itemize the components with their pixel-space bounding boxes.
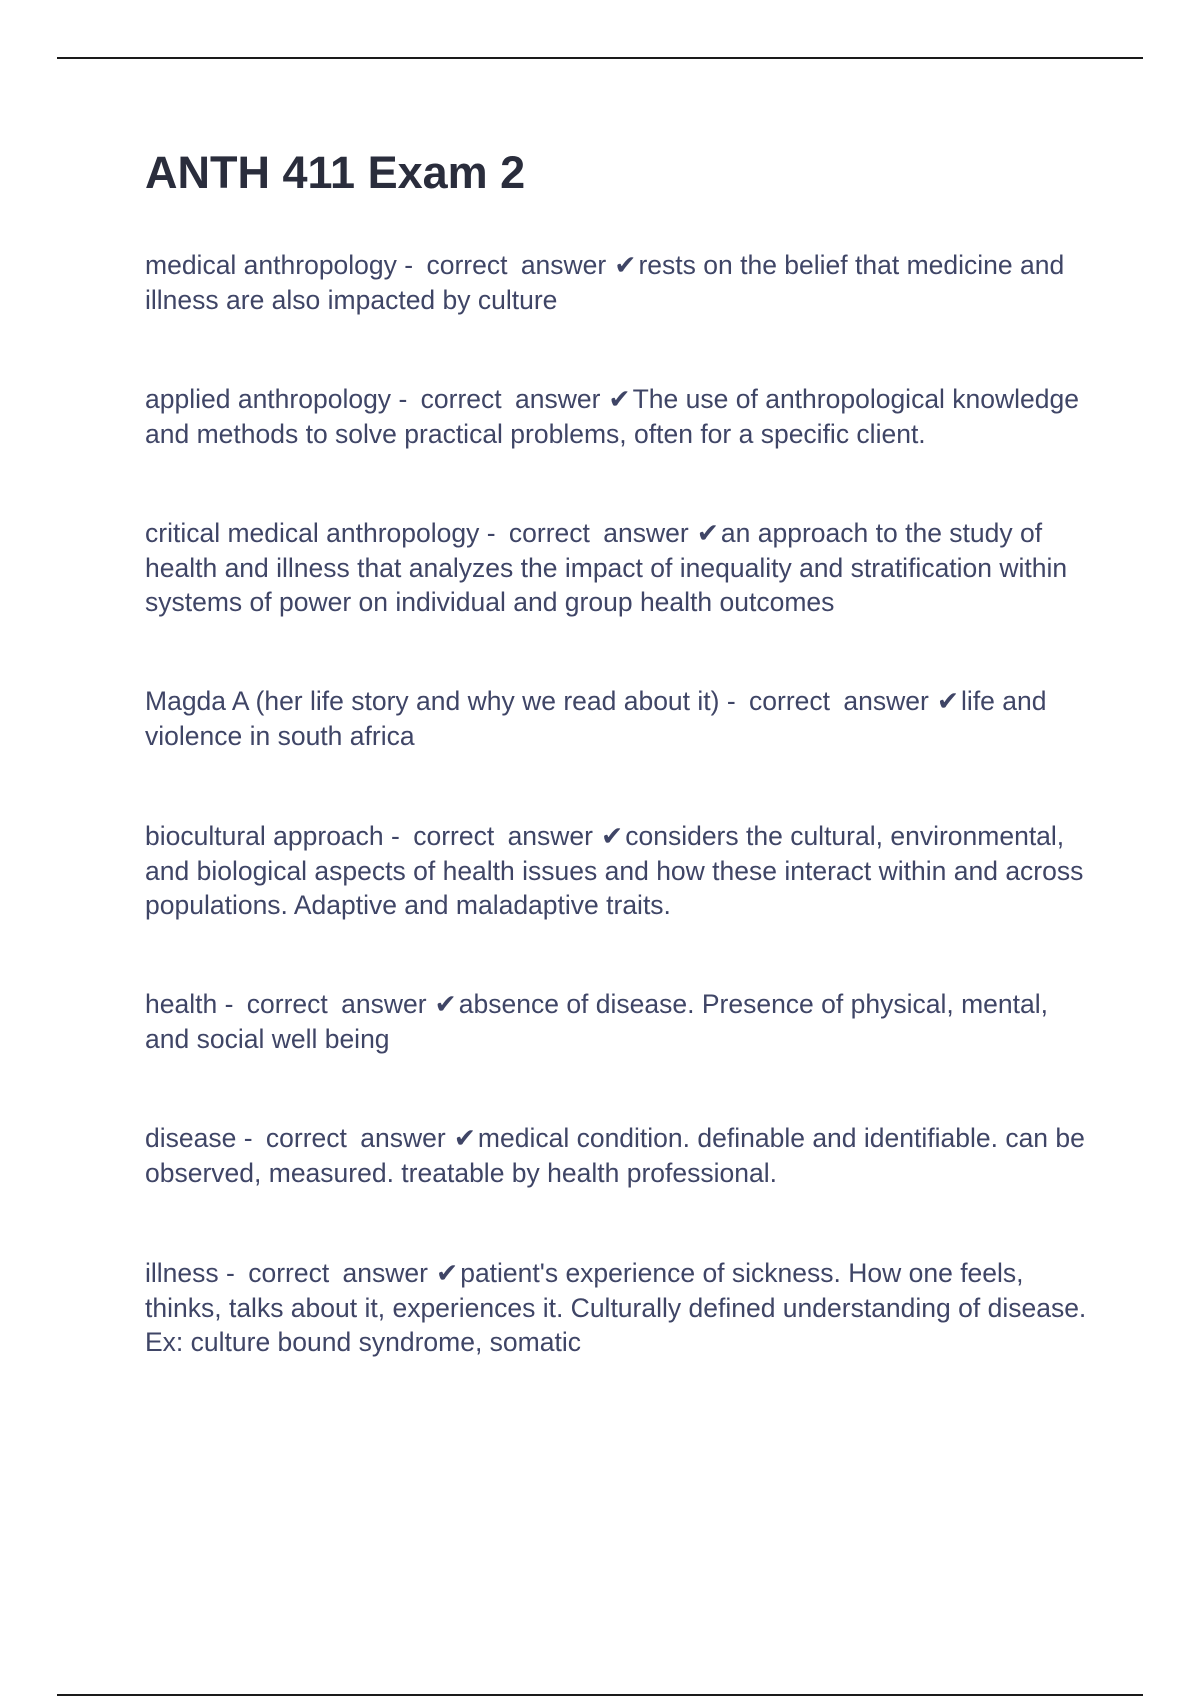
checkmark-icon: ✔	[601, 821, 624, 851]
qa-item	[145, 684, 1095, 753]
term: Magda A (her life story and why we read about it)	[145, 686, 720, 716]
term: illness	[145, 1258, 219, 1288]
answer-marker: - correct answer	[224, 989, 427, 1019]
term: health	[145, 989, 218, 1019]
term: disease	[145, 1123, 237, 1153]
definition: The use of anthropological knowledge and methods to solve practical problems, often for a specific client.	[145, 384, 1080, 449]
qa-item	[145, 819, 1095, 923]
qa-item	[145, 248, 1095, 317]
definition: life and violence in south africa	[145, 686, 1047, 751]
checkmark-icon: ✔	[614, 250, 637, 280]
term: critical medical anthropology	[145, 518, 480, 548]
qa-item	[145, 987, 1095, 1056]
checkmark-icon: ✔	[608, 384, 631, 414]
definition: patient's experience of sickness. How one feels, thinks, talks about it, experiences it. Culturally defined understanding of disease. Ex: culture bound syndrome, somatic	[145, 1258, 1087, 1357]
term: applied anthropology	[145, 384, 392, 414]
answer-marker: - correct answer	[243, 1123, 446, 1153]
checkmark-icon: ✔	[453, 1123, 476, 1153]
qa-item	[145, 1256, 1095, 1360]
definition: absence of disease. Presence of physical, mental, and social well being	[145, 989, 1048, 1054]
answer-marker: - correct answer	[398, 384, 601, 414]
definition: medical condition. definable and identifiable. can be observed, measured. treatable by health professional.	[145, 1123, 1085, 1188]
qa-item	[145, 382, 1095, 451]
answer-marker: - correct answer	[391, 821, 593, 851]
answer-marker: - correct answer	[486, 518, 689, 548]
checkmark-icon: ✔	[936, 686, 960, 716]
definition: an approach to the study of health and illness that analyzes the impact of inequality and stratification within systems of power on individual and group health outcomes	[145, 518, 1068, 617]
definition: considers the cultural, environmental, and biological aspects of health issues and how these interact within and across populations. Adaptive and maladaptive traits.	[145, 821, 1084, 920]
top-rule	[57, 57, 1143, 59]
qa-item	[145, 516, 1095, 620]
term: biocultural approach	[145, 821, 384, 851]
checkmark-icon: ✔	[696, 518, 719, 548]
checkmark-icon: ✔	[435, 1258, 459, 1288]
definition: rests on the belief that medicine and illness are also impacted by culture	[145, 250, 1065, 315]
checkmark-icon: ✔	[434, 989, 457, 1019]
answer-marker: - correct answer	[726, 686, 929, 716]
qa-item	[145, 1121, 1095, 1190]
term: medical anthropology	[145, 250, 397, 280]
answer-marker: - correct answer	[226, 1258, 428, 1288]
bottom-rule	[57, 1694, 1143, 1696]
page-title: ANTH 411 Exam 2	[145, 147, 526, 198]
answer-marker: - correct answer	[404, 250, 607, 280]
